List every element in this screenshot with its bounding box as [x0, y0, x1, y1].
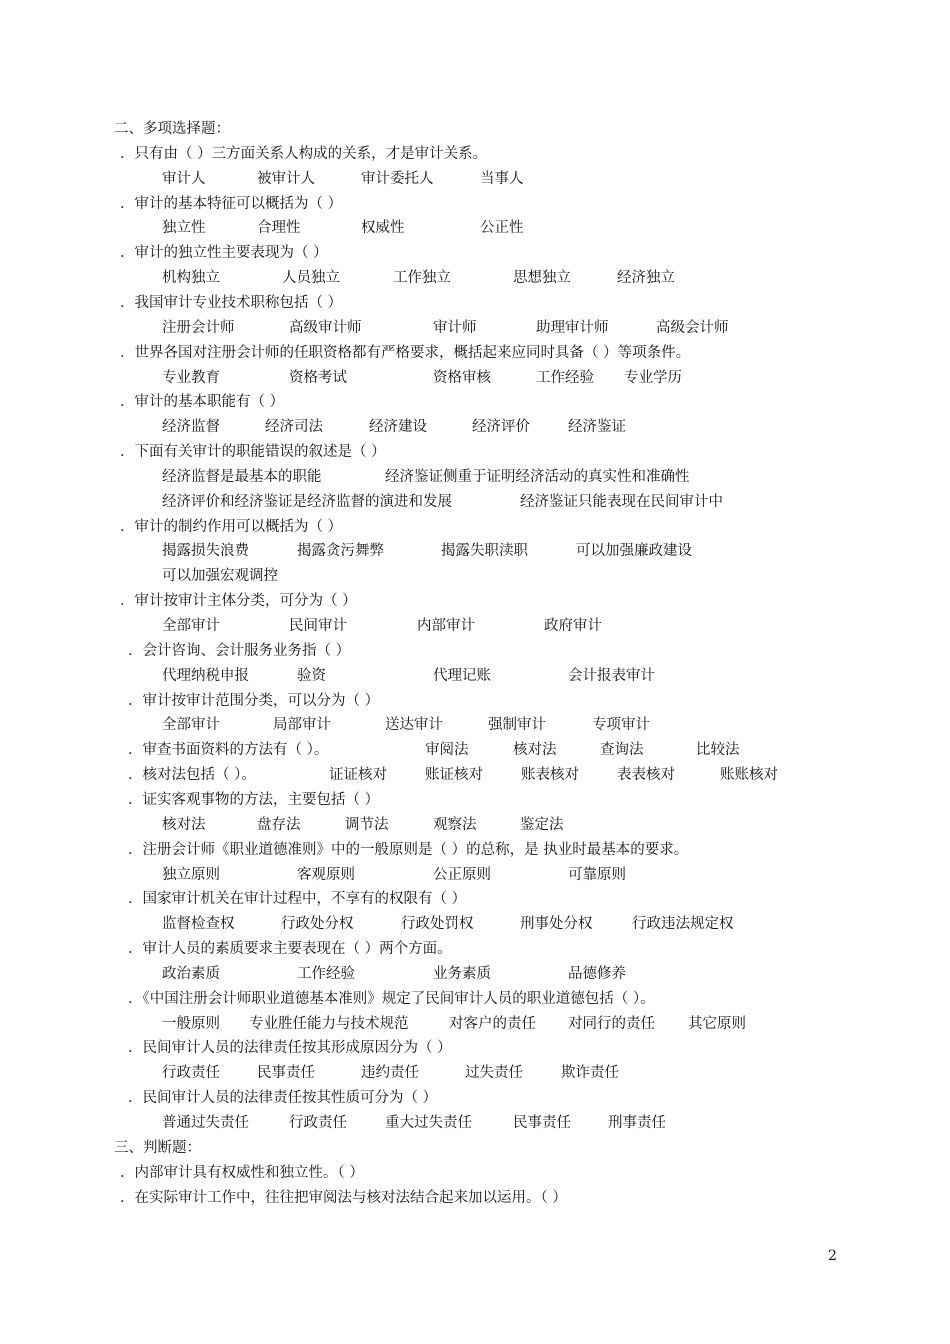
text-line — [0, 813, 950, 838]
text-line — [0, 341, 950, 366]
option-text: 民间审计 — [289, 618, 347, 634]
option-text: 人员独立 — [282, 270, 340, 287]
option-text: 被审计人 — [257, 170, 315, 187]
text-line — [0, 216, 950, 241]
option-text: 经济鉴证 — [568, 419, 626, 436]
option-text: 其它原则 — [688, 1015, 746, 1032]
text-line — [0, 1086, 950, 1111]
text-line — [0, 1012, 950, 1037]
option-text: 普通过失责任 — [162, 1115, 249, 1131]
option-text: 民事责任 — [257, 1065, 315, 1082]
option-text: 刑事责任 — [608, 1115, 666, 1131]
question-text: ．审查书面资料的方法有（ ）。 — [128, 742, 329, 759]
option-text: 全部审计 — [162, 618, 220, 634]
option-text: 审计委托人 — [361, 170, 434, 187]
option-text: 经济评价和经济鉴证是经济监督的演进和发展 — [162, 493, 452, 510]
question-text: ．审计的基本特征可以概括为（ ） — [120, 195, 343, 212]
option-text: 品德修养 — [568, 965, 626, 982]
question-text: ．审计人员的素质要求主要表现在（ ）两个方面。 — [128, 941, 452, 958]
option-text: 专业教育 — [162, 369, 220, 386]
option-text: 经济监督是最基本的职能 — [162, 468, 322, 485]
option-text: 经济司法 — [265, 419, 323, 436]
option-text: 比较法 — [696, 742, 740, 759]
text-line — [0, 912, 950, 937]
option-text: 公正原则 — [433, 866, 491, 883]
option-text: 调节法 — [345, 816, 389, 833]
option-text: 送达审计 — [385, 717, 443, 734]
option-text: 表表核对 — [617, 767, 675, 784]
option-text: 对客户的责任 — [449, 1015, 536, 1032]
option-text: 政治素质 — [162, 965, 220, 982]
question-text: ．我国审计专业技术职称包括（ ） — [120, 294, 343, 311]
option-text: 刑事处分权 — [520, 916, 593, 933]
option-text: 审计人 — [162, 170, 206, 187]
question-text: ．在实际审计工作中，往往把审阅法与核对法结合起来加以运用。（ ） — [120, 1189, 567, 1206]
text-line — [0, 515, 950, 540]
text-line — [0, 415, 950, 440]
option-text: 行政责任 — [289, 1115, 347, 1131]
text-line — [0, 1161, 950, 1186]
text-line — [0, 291, 950, 316]
option-text: 揭露失职渎职 — [441, 543, 528, 560]
option-text: 全部审计 — [162, 717, 220, 734]
text-line — [0, 639, 950, 664]
question-text: ．核对法包括（ ）。 — [128, 767, 256, 784]
text-line — [0, 1036, 950, 1061]
option-text: 当事人 — [480, 170, 524, 187]
text-line — [0, 689, 950, 714]
option-text: 可以加强廉政建设 — [576, 543, 692, 560]
option-text: 合理性 — [257, 220, 301, 237]
text-line — [0, 167, 950, 192]
text-line — [0, 316, 950, 341]
option-text: 助理审计师 — [536, 319, 609, 336]
option-text: 经济建设 — [369, 419, 427, 436]
option-text: 专业学历 — [624, 369, 682, 386]
option-text: 公正性 — [480, 220, 524, 237]
option-text: 思想独立 — [513, 270, 571, 287]
option-text: 欺诈责任 — [561, 1065, 619, 1082]
question-text: ．会计咨询、会计服务业务指（ ） — [128, 642, 351, 659]
question-text: ．审计的独立性主要表现为（ ） — [120, 245, 328, 262]
option-text: 专项审计 — [592, 717, 650, 734]
question-text: ．只有由（ ）三方面关系人构成的关系，才是审计关系。 — [120, 145, 488, 162]
text-line — [0, 539, 950, 564]
option-text: 行政责任 — [162, 1065, 220, 1082]
text-line — [0, 713, 950, 738]
text-line — [0, 664, 950, 689]
text-line — [0, 1061, 950, 1086]
question-text: ．下面有关审计的职能错误的叙述是（ ） — [120, 444, 386, 461]
option-text: 审计师 — [433, 319, 477, 336]
question-text: ．国家审计机关在审计过程中，不享有的权限有（ ） — [128, 891, 467, 908]
option-text: 账账核对 — [720, 767, 778, 784]
option-text: 强制审计 — [488, 717, 546, 734]
option-text: 经济鉴证只能表现在民间审计中 — [520, 493, 723, 510]
option-text: 经济评价 — [472, 419, 530, 436]
question-text: ．证实客观事物的方法，主要包括（ ） — [128, 791, 380, 808]
text-line — [0, 192, 950, 217]
text-line — [0, 614, 950, 639]
text-line — [0, 962, 950, 987]
text-line — [0, 1186, 950, 1211]
text-line — [0, 564, 950, 589]
option-text: 揭露损失浪费 — [162, 543, 249, 560]
option-text: 注册会计师 — [162, 319, 235, 336]
question-text: ．民间审计人员的法律责任按其形成原因分为（ ） — [128, 1040, 452, 1057]
text-line — [0, 440, 950, 465]
option-text: 客观原则 — [297, 866, 355, 883]
option-text: 账证核对 — [425, 767, 483, 784]
option-text: 行政处罚权 — [401, 916, 474, 933]
option-text: 独立性 — [162, 220, 206, 237]
option-text: 监督检查权 — [162, 916, 235, 933]
option-text: 独立原则 — [162, 866, 220, 883]
option-text: 局部审计 — [273, 717, 331, 734]
text-line — [0, 390, 950, 415]
option-text: 鉴定法 — [520, 816, 564, 833]
option-text: 代理记账 — [433, 667, 491, 684]
option-text: 内部审计 — [417, 618, 475, 634]
option-text: 资格考试 — [289, 369, 347, 386]
option-text: 一般原则 — [162, 1015, 220, 1032]
option-text: 核对法 — [162, 816, 206, 833]
text-line — [0, 887, 950, 912]
text-line — [0, 490, 950, 515]
option-text: 核对法 — [513, 742, 557, 759]
option-text: 工作独立 — [393, 270, 451, 287]
option-text: 经济鉴证侧重于证明经济活动的真实性和准确性 — [385, 468, 690, 485]
option-text: 盘存法 — [257, 816, 301, 833]
question-text: ．注册会计师《职业道德准则》中的一般原则是（ ）的总称，是 执业时最基本的要求。 — [128, 841, 689, 858]
option-text: 证证核对 — [329, 767, 387, 784]
question-text: ．审计按审计主体分类，可分为（ ） — [120, 593, 357, 610]
question-text: 三、判断题： — [114, 1139, 201, 1156]
option-text: 行政处分权 — [281, 916, 354, 933]
text-line — [0, 142, 950, 167]
option-text: 行政违法规定权 — [632, 916, 734, 933]
question-text: ．世界各国对注册会计师的任职资格都有严格要求，概括起来应同时具备（ ）等项条件。 — [120, 344, 691, 361]
option-text: 专业胜任能力与技术规范 — [249, 1015, 409, 1032]
option-text: 揭露贪污舞弊 — [297, 543, 384, 560]
text-line — [0, 589, 950, 614]
text-line — [0, 266, 950, 291]
question-text: 二、多项选择题： — [114, 121, 230, 137]
text-line — [0, 117, 950, 142]
option-text: 可靠原则 — [568, 866, 626, 883]
option-text: 工作经验 — [536, 369, 594, 386]
question-text: ．内部审计具有权威性和独立性。（ ） — [120, 1164, 364, 1181]
option-text: 资格审核 — [433, 369, 491, 386]
text-line — [0, 987, 950, 1012]
option-text: 过失责任 — [465, 1065, 523, 1082]
text-line — [0, 1136, 950, 1161]
option-text: 政府审计 — [544, 618, 602, 634]
text-line — [0, 1111, 950, 1136]
option-text: 对同行的责任 — [568, 1015, 655, 1032]
text-line — [0, 863, 950, 888]
option-text: 审阅法 — [425, 742, 469, 759]
text-line — [0, 465, 950, 490]
option-text: 工作经验 — [297, 965, 355, 982]
option-text: 机构独立 — [162, 270, 220, 287]
option-text: 高级审计师 — [289, 319, 362, 336]
option-text: 查询法 — [600, 742, 644, 759]
question-text: ．审计的制约作用可以概括为（ ） — [120, 518, 343, 535]
question-text: ．民间审计人员的法律责任按其性质可分为（ ） — [128, 1090, 438, 1107]
option-text: 民事责任 — [513, 1115, 571, 1131]
option-text: 账表核对 — [521, 767, 579, 784]
option-text: 经济监督 — [162, 419, 220, 436]
text-line — [0, 838, 950, 863]
page-number: 2 — [828, 1248, 837, 1264]
option-text: 观察法 — [433, 816, 477, 833]
text-line — [0, 937, 950, 962]
option-text: 代理纳税申报 — [162, 667, 249, 684]
question-text: ．审计按审计范围分类，可以分为（ ） — [128, 692, 380, 709]
option-text: 违约责任 — [361, 1065, 419, 1082]
option-text: 验资 — [297, 667, 326, 684]
text-line — [0, 366, 950, 391]
text-line — [0, 763, 950, 788]
text-line — [0, 788, 950, 813]
option-text: 高级会计师 — [656, 319, 729, 336]
option-text: 权威性 — [361, 220, 405, 237]
option-text: 会计报表审计 — [568, 667, 655, 684]
text-line — [0, 241, 950, 266]
question-text: ．审计的基本职能有（ ） — [120, 394, 285, 411]
option-text: 业务素质 — [433, 965, 491, 982]
option-text: 经济独立 — [617, 270, 675, 287]
text-line — [0, 738, 950, 763]
question-text: 可以加强宏观调控 — [162, 568, 278, 585]
question-text: ．《中国注册会计师职业道德基本准则》规定了民间审计人员的职业道德包括（ ）。 — [128, 990, 655, 1007]
option-text: 重大过失责任 — [385, 1115, 472, 1131]
